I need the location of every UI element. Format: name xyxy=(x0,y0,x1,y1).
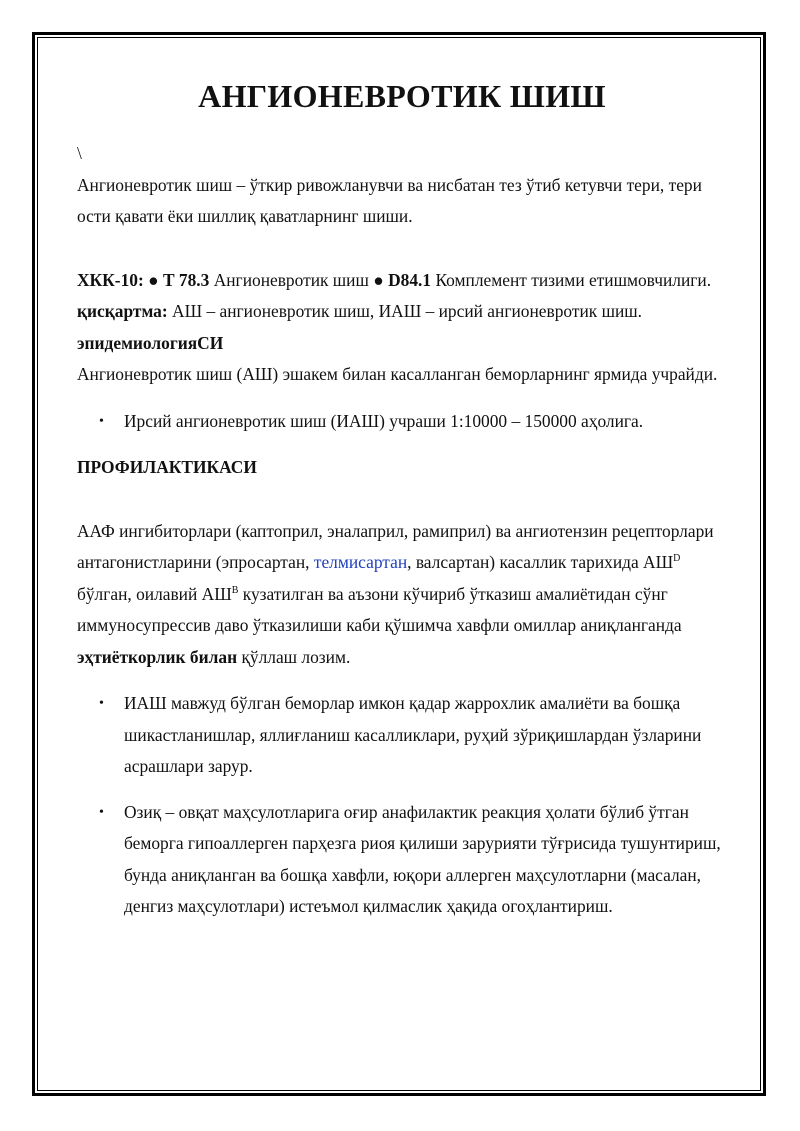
backslash-line: \ xyxy=(77,143,82,163)
list-item: • ИАШ мавжуд бўлган беморлар имкон қадар жаррохлик амалиёти ва бошқа шикастланишлар, яллиғланиш касалликлари, руҳий зўриқишлардан ўзларини асрашлари зарур. xyxy=(77,688,727,783)
prophylaxis-list xyxy=(77,688,727,923)
icd-code-1: ХКК-10: ● Т 78.3 xyxy=(77,269,210,290)
caution-emphasis: эҳтиёткорлик билан xyxy=(77,646,238,667)
bullet-icon: • xyxy=(99,804,104,820)
icd-code-2: D84.1 xyxy=(388,269,432,290)
list-item: • Озиқ – овқат маҳсулотларига оғир анафилактик реакция ҳолати бўлиб ўтган беморга гипоаллерген парҳезга риоя қилиши зарурияти тўғрисида тушунтириш, бунда аниқланган ва бошқа хавфли, юқори аллерген маҳсулотларни (масалан, денгиз маҳсулотлари) истеъмол қилмаслик ҳақида огоҳлантириш. xyxy=(77,797,727,923)
bullet-icon: • xyxy=(99,696,104,711)
icd-text-2: Комплемент тизими етишмовчилиги. xyxy=(431,269,712,290)
list-item: • Ирсий ангионевротик шиш (ИАШ) учраши 1:10000 – 150000 аҳолига. xyxy=(77,406,727,438)
superscript-b: B xyxy=(231,584,239,596)
superscript-d: D xyxy=(673,553,681,565)
telmisartan-link[interactable]: телмисартан xyxy=(313,552,408,572)
abbreviation-label: қисқартма: xyxy=(77,301,168,321)
prophylaxis-heading: ПРОФИЛАКТИКАСИ xyxy=(77,457,257,477)
epidemiology-list xyxy=(77,406,727,438)
document-body xyxy=(77,74,727,923)
icd-paragraph xyxy=(77,265,727,297)
epidemiology-paragraph: Ангионевротик шиш (АШ) эшакем билан касалланган беморларнинг ярмида учрайди. xyxy=(77,364,718,384)
page-title: АНГИОНЕВРОТИК ШИШ xyxy=(198,78,606,114)
abbreviation-paragraph xyxy=(77,296,727,328)
icd-text-1: Ангионевротик шиш ● xyxy=(209,269,389,290)
prophylaxis-paragraph: ААФ ингибиторлари (каптоприл, эналаприл, рамиприл) ва ангиотензин рецепторлари антагонистларини (эпросартан, телмисартан, валсартан) касаллик тарихида $АШ^D$ бўлган, оилавий $АШ^B$ кузатилган ва аъзони кўчириб ўтказиш амалиётидан сўнг иммуносупрессив даво ўтказилиши каби қўшимча хавфли омиллар аниқланганда эҳтиёткорлик билан қўллаш лозим. xyxy=(77,520,714,667)
bullet-icon: • xyxy=(99,413,104,429)
abbreviation-text: АШ – ангионевротик шиш, ИАШ – ирсий ангионевротик шиш. xyxy=(167,301,643,321)
definition-paragraph: Ангионевротик шиш – ўткир ривожланувчи ва нисбатан тез ўтиб кетувчи тери, тери ости қавати ёки шиллиқ қаватларнинг шиши. xyxy=(77,174,702,226)
epidemiology-heading: эпидемиологияСИ xyxy=(77,332,224,353)
